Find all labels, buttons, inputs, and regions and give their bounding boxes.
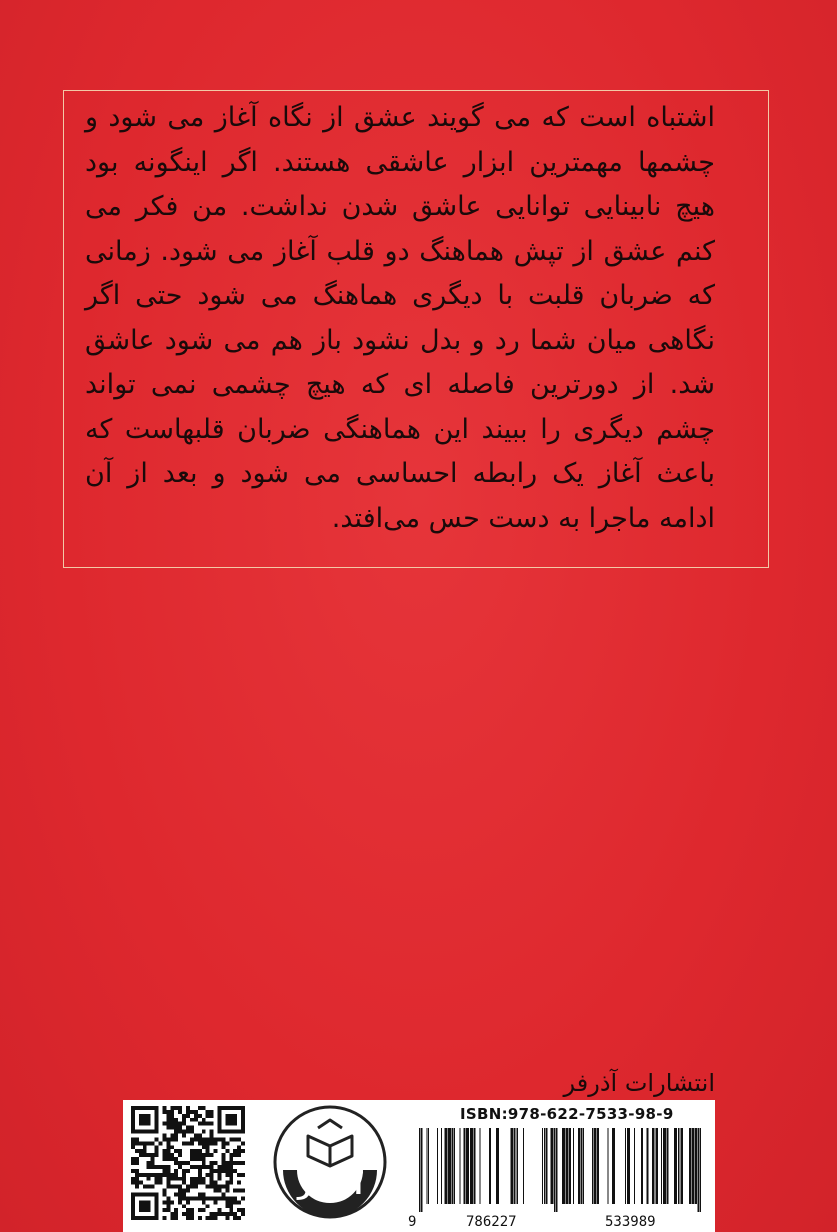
barcode-lead-digit: 9: [408, 1214, 417, 1230]
logo-text: آذرفر: [297, 1172, 363, 1200]
barcode-icon: [405, 1128, 705, 1212]
qr-code-icon: [131, 1106, 245, 1220]
barcode-right-digits: 533989: [605, 1214, 656, 1230]
barcode-left-digits: 786227: [466, 1214, 517, 1230]
publisher-name: انتشارات آذرفر: [563, 1069, 715, 1097]
isbn-label: ISBN:978-622-7533-98-9: [460, 1105, 674, 1123]
publisher-logo: [270, 1102, 390, 1222]
blurb-text: اشتباه است که می گویند عشق از نگاه آغاز می شود و چشمها مهمترین ابزار عاشقی هستند. اگر اینگونه بود هیچ نابینایی توانایی عاشق شدن نداشت. من فکر می کنم عشق از تپش هماهنگ دو قلب آغاز می شود. زمانی که ضربان قلبت با دیگری هماهنگ می شود حتی اگر نگاهی میان شما رد و بدل نشود باز هم می شود عاشق شد. از دورترین فاصله ای که هیچ چشمی نمی تواند چشم دیگری را ببیند این هماهنگی ضربان قلبهاست که باعث آغاز یک رابطه احساسی می شود و بعد از آن ادامه ماجرا به دست حس می‌افتد.: [85, 102, 715, 534]
